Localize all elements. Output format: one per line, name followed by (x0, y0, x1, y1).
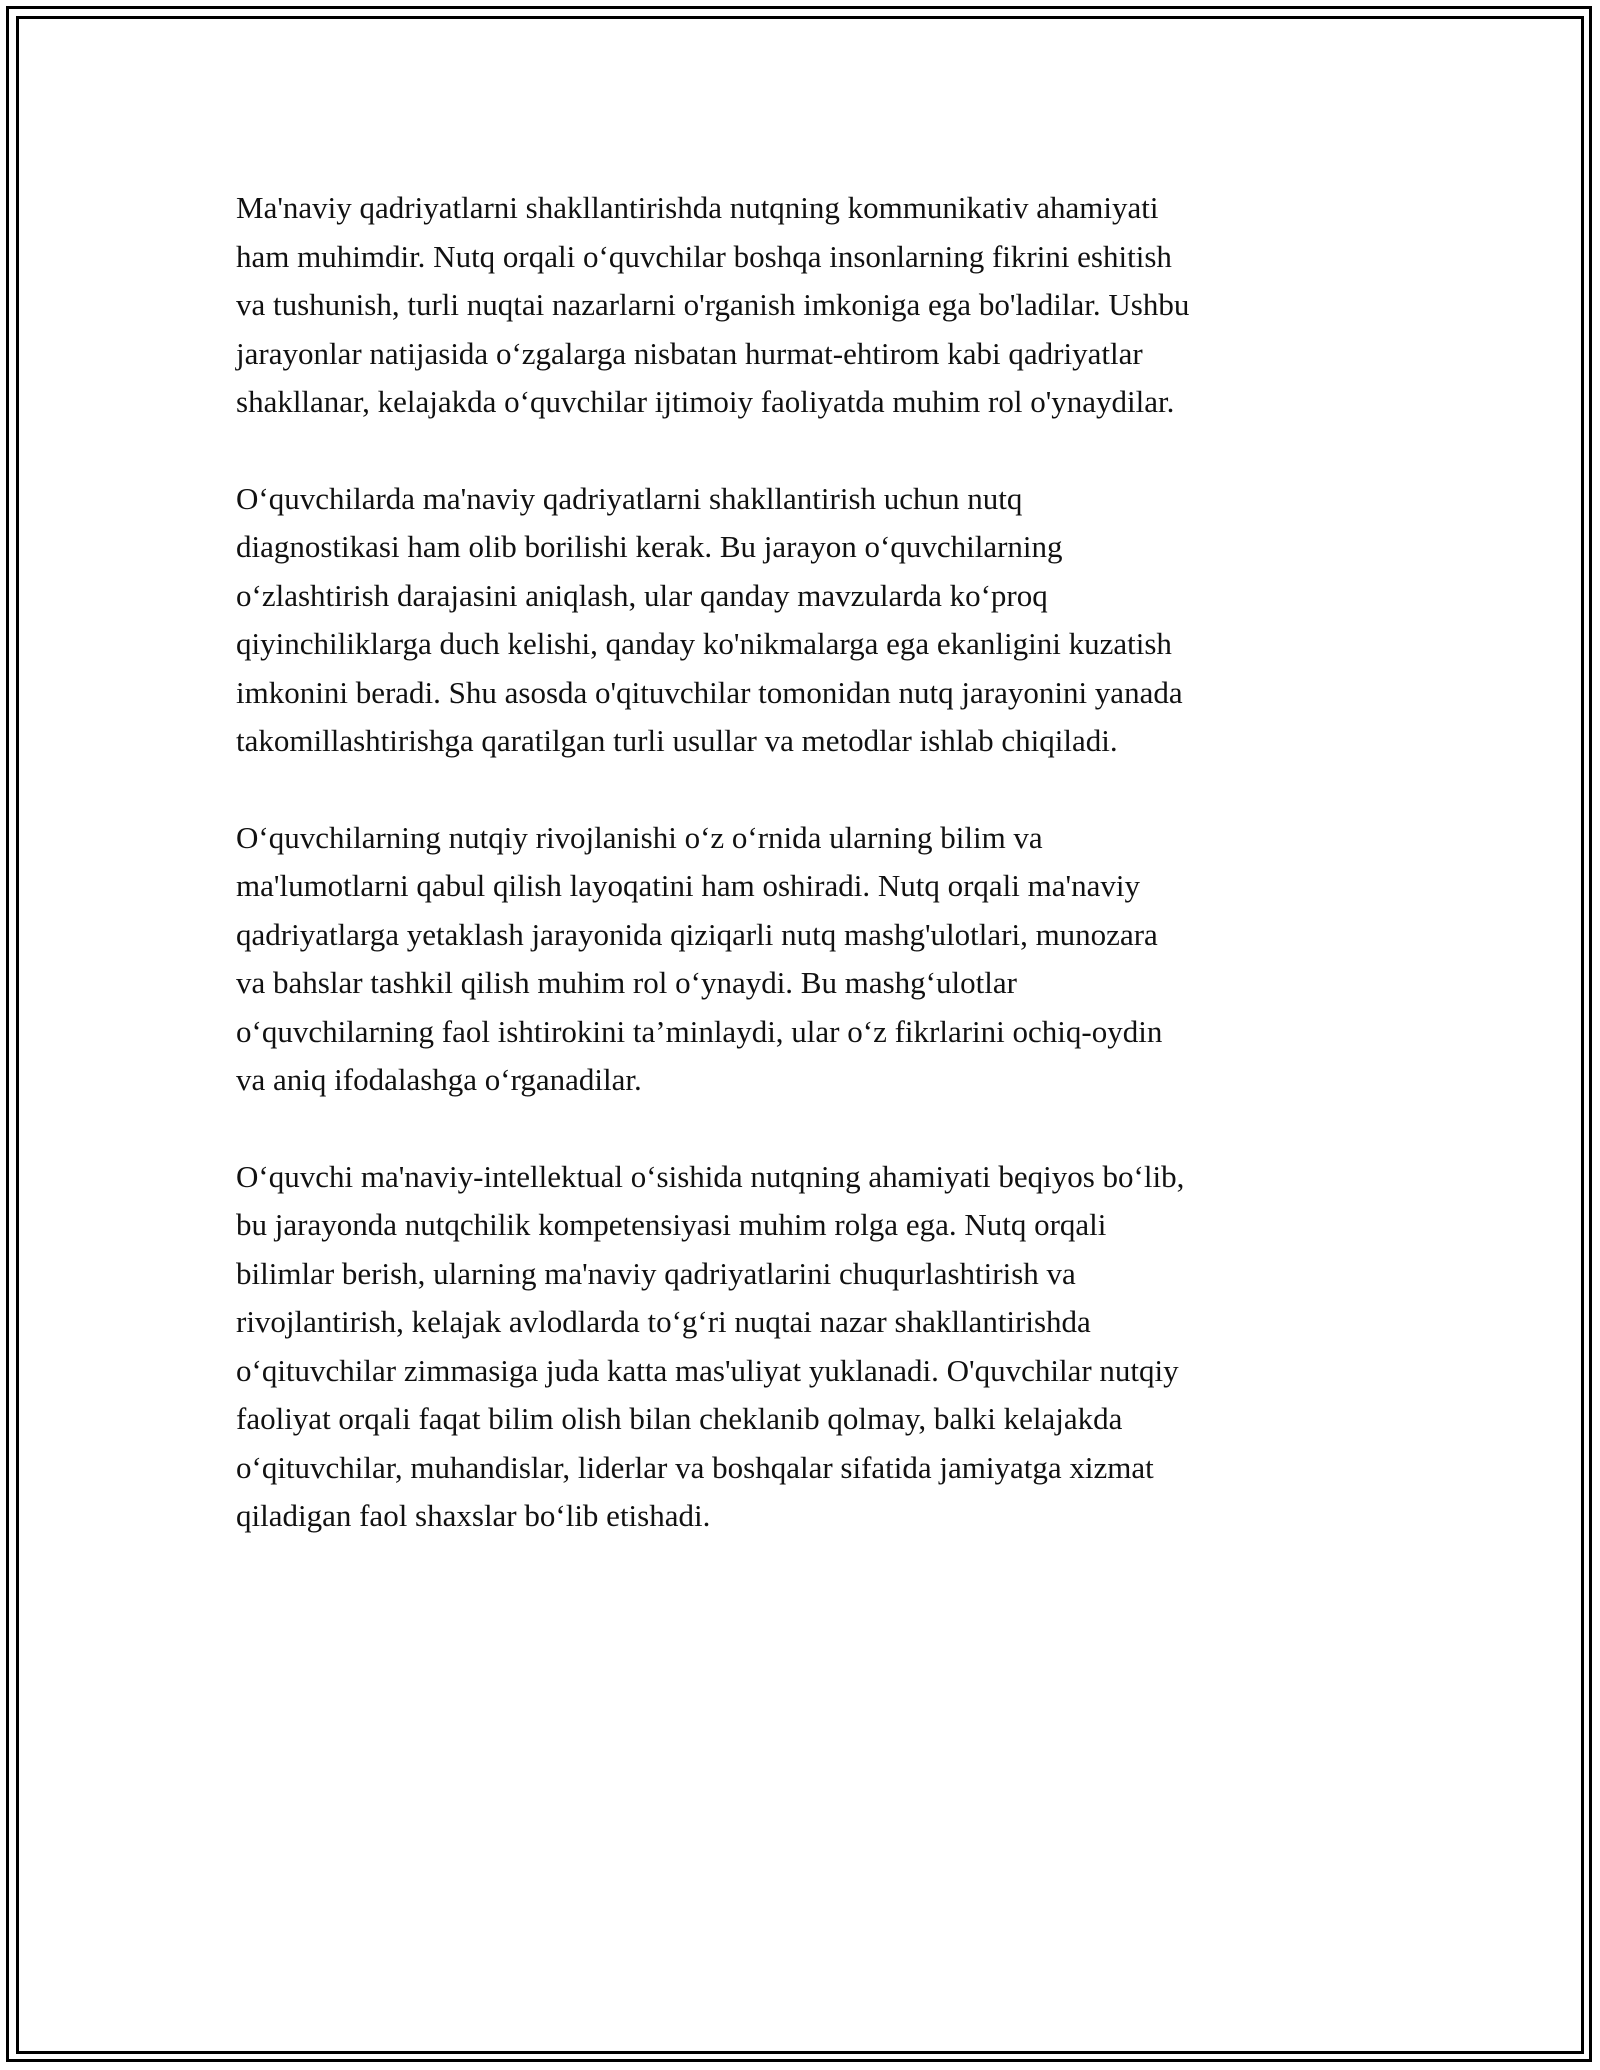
document-body (236, 184, 1366, 1589)
paragraph-4: O‘quvchi ma'naviy-intellektual o‘sishida nutqning ahamiyati beqiyos bo‘lib, bu jarayonda nutqchilik kompetensiyasi muhim rolga ega. Nutq orqali bilimlar berish, ularning ma'naviy qadriyatlarini chuqurlashtirish va rivojlantirish, kelajak avlodlarda to‘g‘ri nuqtai nazar shakllantirishda o‘qituvchilar zimmasiga juda katta mas'uliyat yuklanadi. O'quvchilar nutqiy faoliyat orqali faqat bilim olish bilan cheklanib qolmay, balki kelajakda o‘qituvchilar, muhandislar, liderlar va boshqalar sifatida jamiyatga xizmat qiladigan faol shaxslar bo‘lib etishadi. (236, 1158, 1185, 1533)
paragraph-3: O‘quvchilarning nutqiy rivojlanishi o‘z o‘rnida ularning bilim va ma'lumotlarni qabul qilish layoqatini ham oshiradi. Nutq orqali ma'naviy qadriyatlarga yetaklash jarayonida qiziqarli nutq mashg'ulotlari, munozara va bahslar tashkil qilish muhim rol o‘ynaydi. Bu mashg‘ulotlar o‘quvchilarning faol ishtirokini ta’minlaydi, ular o‘z fikrlarini ochiq-oydin va aniq ifodalashga o‘rganadilar. (236, 819, 1163, 1097)
paragraph-1: Ma'naviy qadriyatlarni shakllantirishda nutqning kommunikativ ahamiyati ham muhimdir. Nutq orqali o‘quvchilar boshqa insonlarning fikrini eshitish va tushunish, turli nuqtai nazarlarni o'rganish imkoniga ega bo'ladilar. Ushbu jarayonlar natijasida o‘zgalarga nisbatan hurmat-ehtirom kabi qadriyatlar shakllanar, kelajakda o‘quvchilar ijtimoiy faoliyatda muhim rol o'ynaydilar. (236, 190, 1190, 419)
paragraph-2: O‘quvchilarda ma'naviy qadriyatlarni shakllantirish uchun nutq diagnostikasi ham olib borilishi kerak. Bu jarayon o‘quvchilarning o‘zlashtirish darajasini aniqlash, ular qanday mavzularda ko‘proq qiyinchiliklarga duch kelishi, qanday ko'nikmalarga ega ekanligini kuzatish imkonini beradi. Shu asosda o'qituvchilar tomonidan nutq jarayonini yanada takomillashtirishga qaratilgan turli usullar va metodlar ishlab chiqiladi. (236, 480, 1183, 758)
